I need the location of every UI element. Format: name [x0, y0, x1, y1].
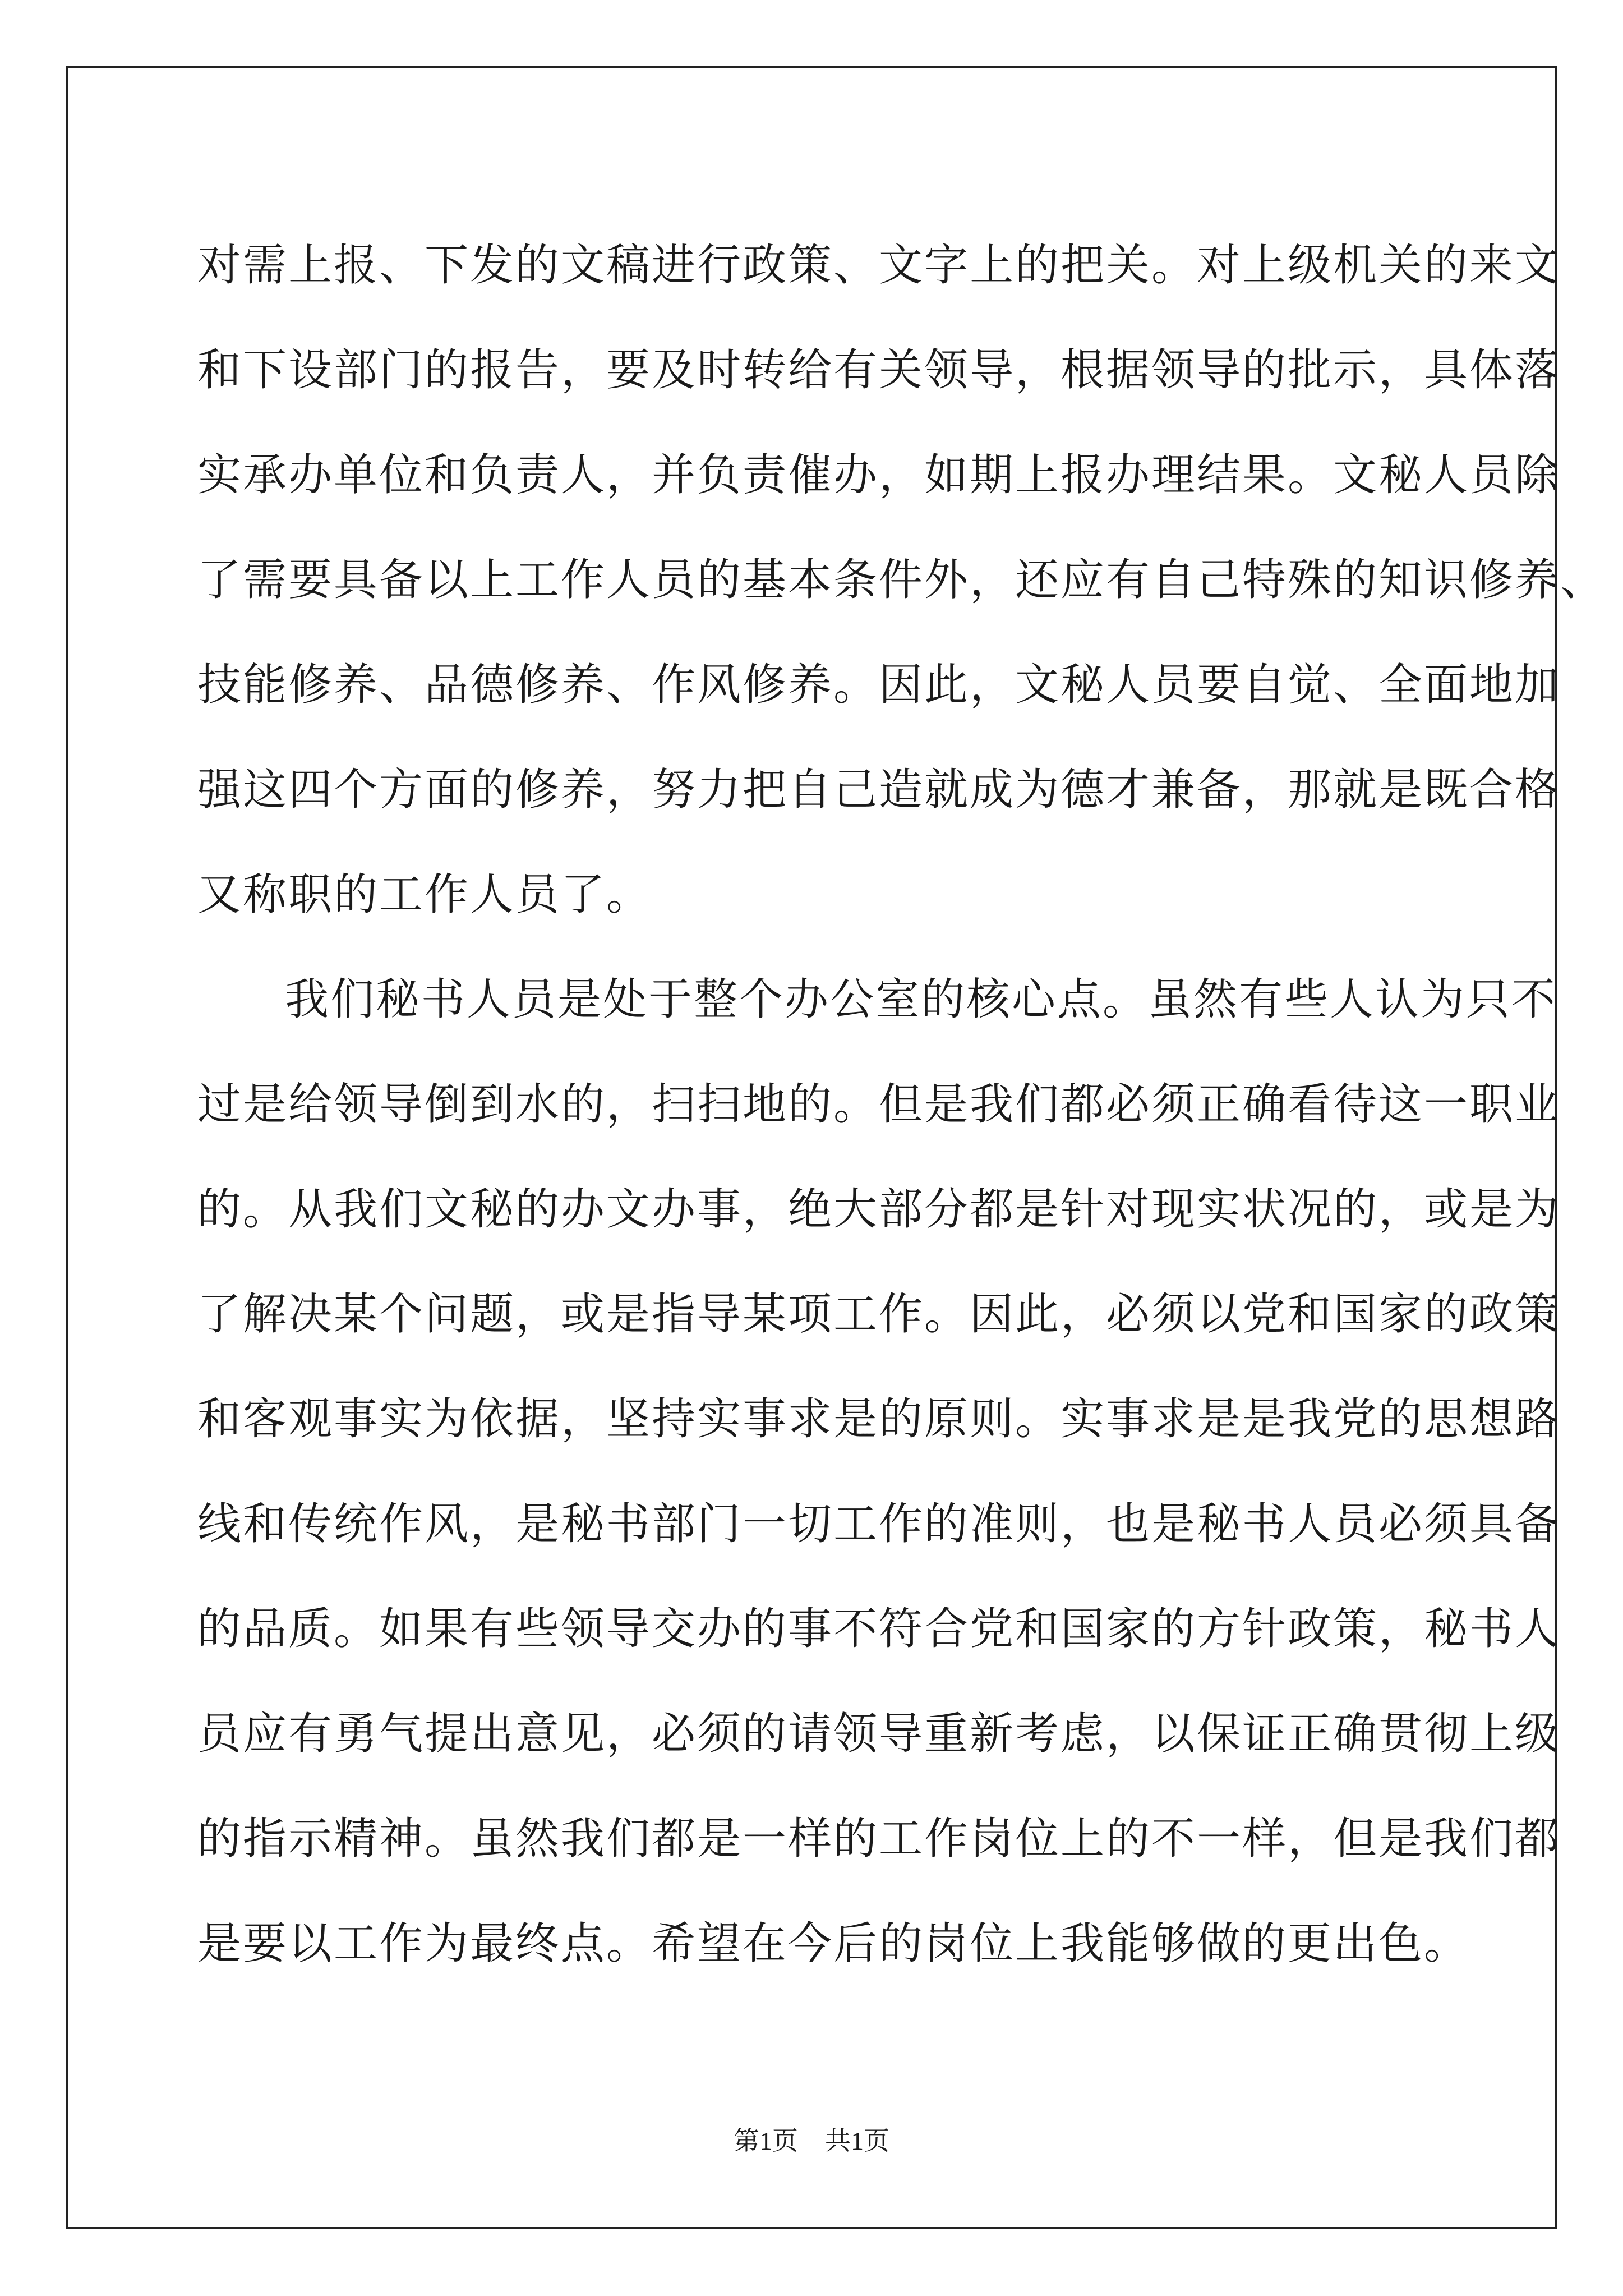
text-line: 线和传统作风，是秘书部门一切工作的准则，也是秘书人员必须具备 — [197, 1499, 1561, 1549]
text-line: 的品质。如果有些领导交办的事不符合党和国家的方针政策，秘书人 — [197, 1604, 1561, 1654]
paragraph-1 — [197, 213, 1606, 947]
text-line: 的。从我们文秘的办文办事，绝大部分都是针对现实状况的，或是为 — [197, 1184, 1561, 1235]
text-line: 是要以工作为最终点。希望在今后的岗位上我能够做的更出色。 — [197, 1918, 1470, 1969]
text-line: 员应有勇气提出意见，必须的请领导重新考虑，以保证正确贯彻上级 — [197, 1709, 1561, 1759]
text-line: 对需上报、下发的文稿进行政策、文字上的把关。对上级机关的来文 — [197, 240, 1561, 291]
page-number: 第1页 — [734, 2127, 798, 2155]
text-line: 技能修养、品德修养、作风修养。因此，文秘人员要自觉、全面地加 — [197, 660, 1561, 710]
text-line: 过是给领导倒到水的，扫扫地的。但是我们都必须正确看待这一职业 — [197, 1079, 1561, 1130]
text-line: 的指示精神。虽然我们都是一样的工作岗位上的不一样，但是我们都 — [197, 1814, 1561, 1864]
text-line: 我们秘书人员是处于整个办公室的核心点。虽然有些人认为只不 — [285, 974, 1557, 1025]
document-body — [197, 213, 1606, 1996]
text-line: 强这四个方面的修养，努力把自己造就成为德才兼备，那就是既合格 — [197, 765, 1561, 815]
text-line: 和客观事实为依据，坚持实事求是的原则。实事求是是我党的思想路 — [197, 1394, 1561, 1444]
text-line: 又称职的工作人员了。 — [197, 869, 652, 920]
text-line: 了需要具备以上工作人员的基本条件外，还应有自己特殊的知识修养、 — [197, 555, 1606, 605]
paragraph-2 — [197, 947, 1561, 1996]
page-total: 共1页 — [825, 2127, 889, 2155]
text-line: 和下设部门的报告，要及时转给有关领导，根据领导的批示，具体落 — [197, 345, 1561, 395]
text-line: 实承办单位和负责人，并负责催办，如期上报办理结果。文秘人员除 — [197, 450, 1561, 500]
page-footer — [0, 2120, 1623, 2157]
text-line: 了解决某个问题，或是指导某项工作。因此，必须以党和国家的政策 — [197, 1289, 1561, 1340]
